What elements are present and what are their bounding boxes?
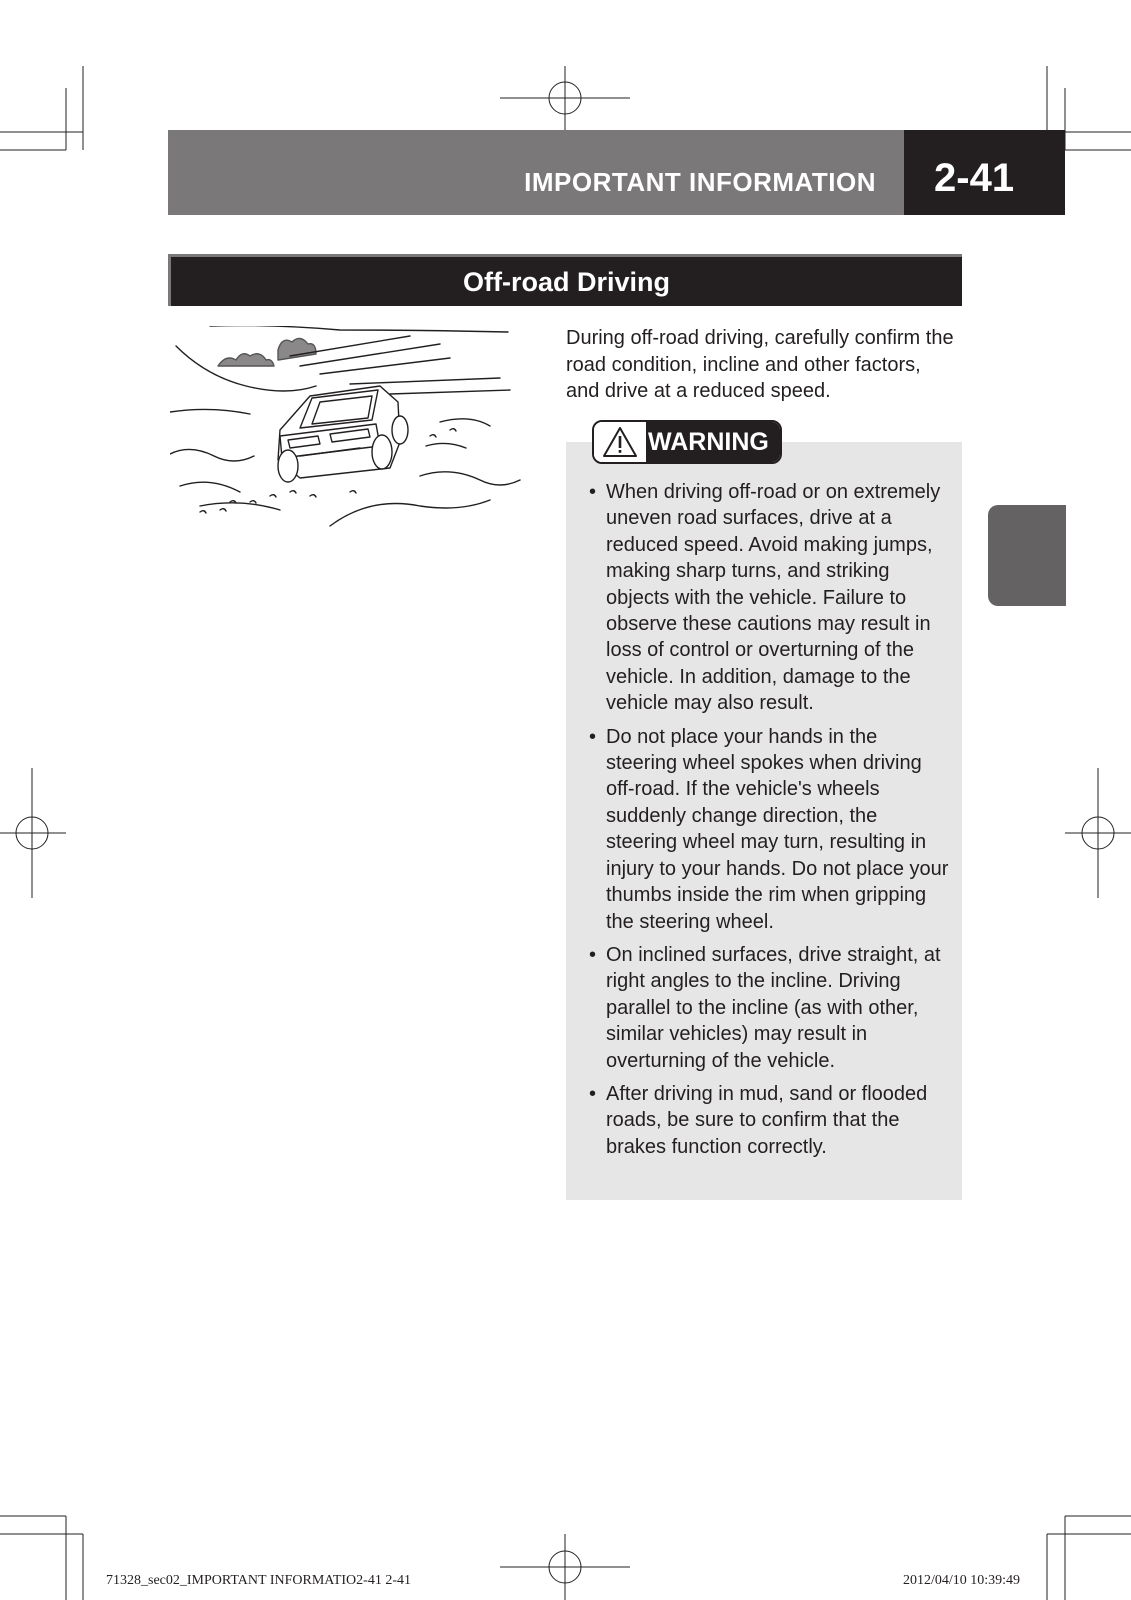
list-item	[586, 942, 950, 1074]
warning-list	[586, 479, 950, 1167]
warning-item-text: On inclined surfaces, drive straight, at right angles to the incline. Driving parallel to the incline (as with other, similar vehicles) may result in overturning of the vehicle.	[606, 943, 941, 1072]
intro-paragraph: During off-road driving, carefully confirm the road condition, incline and other factors, and drive at a reduced speed.	[566, 327, 954, 402]
section-title: Off-road Driving	[463, 267, 670, 297]
bullet: •	[589, 725, 597, 748]
warning-label	[592, 420, 782, 464]
list-item	[586, 724, 950, 935]
header-band	[168, 130, 904, 215]
off-road-vehicle-illustration	[170, 326, 522, 538]
chapter-tab	[988, 505, 1066, 606]
warning-item-text: Do not place your hands in the steering wheel spokes when driving off-road. If the vehicle's wheels suddenly change direction, the steering wheel may turn, resulting in injury to your hands. Do not place your thumbs inside the rim when gripping the steering wheel.	[606, 725, 949, 933]
section-label: IMPORTANT INFORMATION	[524, 167, 876, 197]
warning-triangle-icon	[594, 422, 646, 462]
list-item	[586, 479, 950, 717]
bullet: •	[589, 1082, 597, 1105]
section-title-bar	[168, 254, 962, 306]
warning-item-text: After driving in mud, sand or flooded roads, be sure to confirm that the brakes function correctly.	[606, 1082, 928, 1158]
warning-label-text: WARNING	[646, 422, 780, 462]
page-number-box	[904, 130, 1065, 215]
list-item	[586, 1081, 950, 1160]
warning-item-text: When driving off-road or on extremely uneven road surfaces, drive at a reduced speed. Avoid making jumps, making sharp turns, and striking objects with the vehicle. Failure to observe these cautions may result in loss of control or overturning of the vehicle. In addition, damage to the vehicle may also result.	[606, 481, 941, 715]
footer-timestamp: 2012/04/10 10:39:49	[903, 1573, 1021, 1588]
footer-file-info: 71328_sec02_IMPORTANT INFORMATIO2-41 2-41	[106, 1573, 411, 1588]
bullet: •	[589, 943, 597, 966]
bullet: •	[589, 481, 597, 503]
page-number: 2-41	[934, 156, 1015, 200]
